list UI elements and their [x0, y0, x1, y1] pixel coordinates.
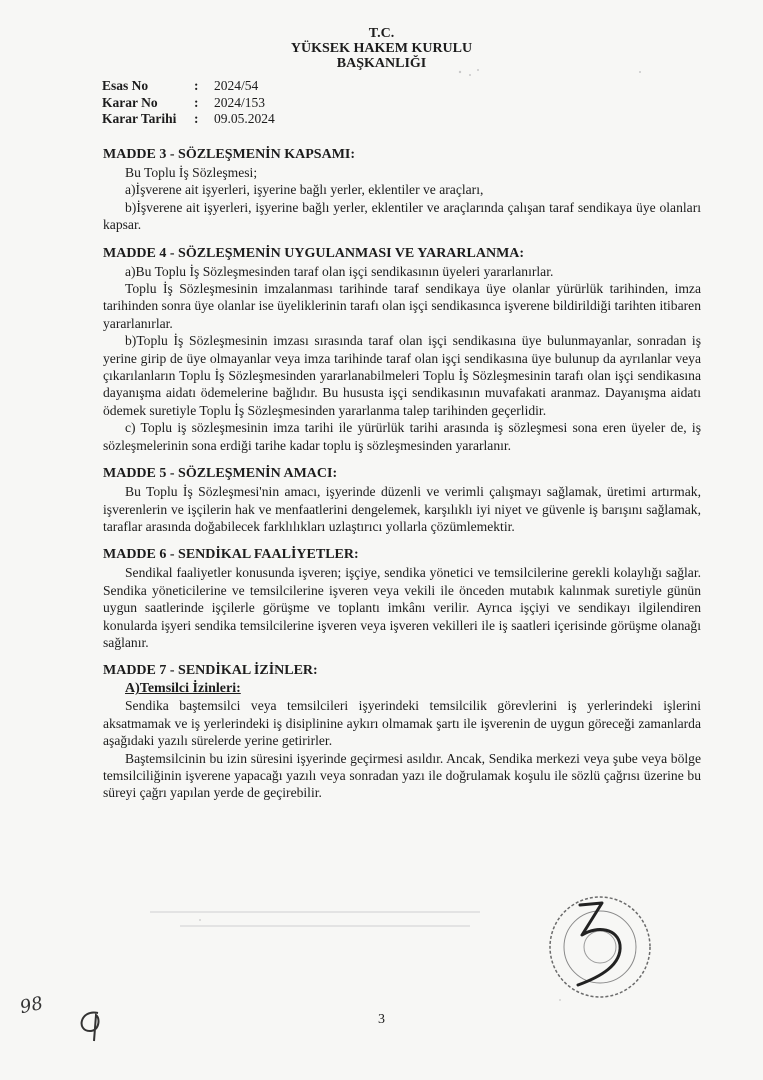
handwritten-margin-note: 98 [18, 992, 45, 1019]
meta-label: Esas No [102, 78, 149, 93]
handwritten-signature [570, 895, 640, 995]
meta-value: 2024/54 [214, 78, 259, 93]
section-title: MADDE 3 - SÖZLEŞMENİN KAPSAMI: [103, 147, 356, 162]
section-madde-6 [103, 546, 701, 651]
meta-colon: : [194, 78, 199, 93]
meta-value: 09.05.2024 [214, 111, 275, 126]
section-madde-3 [103, 146, 701, 234]
meta-row-esas [102, 78, 275, 95]
paragraph: Baştemsilcinin bu izin süresini işyerinde geçirmesi asıldır. Ancak, Sendika merkezi veya şube veya bölge temsilciliğinin işverene yapacağı yazılı veya sonradan yazı ile doğrulamak koşulu ile sözlü çağrısı üzerine bu süreyi çağrı yapılan yerde de geçirebilir. [103, 750, 701, 801]
paragraph: Sendika baştemsilci veya temsilcileri işyerindeki temsilcilik görevlerini iş yerlerindeki işlerini aksatmamak ve iş yerlerindeki iş disiplinine aykırı olmamak şartı ile işverenin de uygun göreceği zamanlarda aşağıdaki yazılı sürelerde yerine getirirler. [103, 698, 701, 749]
header-line-tc: T.C. [368, 26, 395, 41]
section-title: MADDE 6 - SENDİKAL FAALİYETLER: [103, 547, 359, 563]
paragraph: c) Toplu iş sözleşmesinin imza tarihi ile yürürlük tarihi arasında iş sözleşmesi sona eren üyeler de, iş sözleşmelerinin sona erdiği tarihe kadar toplu iş sözleşmesinden yararlanır. [103, 420, 701, 453]
section-subtitle: A)Temsilci İzinleri: [125, 681, 241, 697]
section-madde-4 [103, 245, 701, 454]
section-title: MADDE 7 - SENDİKAL İZİNLER: [103, 663, 318, 679]
section-madde-7 [103, 662, 701, 801]
header-line-presidency: BAŞKANLIĞI [336, 56, 427, 71]
paragraph: a)Bu Toplu İş Sözleşmesinden taraf olan işçi sendikasının üyeleri yararlanırlar. [125, 263, 554, 279]
meta-colon: : [194, 94, 199, 110]
meta-row-karar-tarihi [102, 111, 275, 128]
meta-row-karar [102, 95, 275, 112]
section-madde-5 [103, 465, 701, 535]
paragraph: Bu Toplu İş Sözleşmesi'nin amacı, işyerinde düzenli ve verimli çalışmayı sağlamak, üretimi artırmak, işverenlerin ve işçilerin hak ve menfaatlerini dengelemek, karşılıklı iyi niyet ve güvenle iş barışını sağlamak, taraflar arasında doğabilecek farklılıkları uzlaştırıcı yollarla çözümlemektir. [103, 484, 701, 534]
paragraph: b)İşverene ait işyerleri, işyerine bağlı yerler, eklentiler ve araçlarında çalışan taraf sendikaya üye olanları kapsar. [103, 199, 701, 233]
meta-colon: : [194, 111, 199, 126]
section-title: MADDE 5 - SÖZLEŞMENİN AMACI: [103, 466, 338, 482]
section-title: MADDE 4 - SÖZLEŞMENİN UYGULANMASI VE YARARLANMA: [103, 245, 525, 261]
document-header [0, 26, 763, 71]
meta-value: 2024/153 [214, 94, 266, 110]
meta-label: Karar Tarihi [102, 111, 177, 126]
paragraph: Sendikal faaliyetler konusunda işveren; işçiye, sendika yönetici ve temsilcilerine gerekli kolaylığı sağlar. Sendika yöneticilerine ve temsilcilerine işveren veya vekili ile önceden mutabık kalınmak suretiyle günün uygun saatlerinde işçilerle görüşme ve toplantı imkânı verilir. Ayrıca işçiyi ve sendikayı ilgilendiren konularda işyeri sendika temsilcilerine işveren veya işveren vekilleri ile iş saatleri içerisinde görüşme olanağı sağlanır. [103, 565, 701, 650]
case-metadata [102, 78, 275, 128]
paragraph: b)Toplu İş Sözleşmesinin imzası sırasında taraf olan işçi sendikasına üye bulunmayanlar, sonradan iş yerine girip de üye olmayanlar veya imza tarihinde taraf olan işçi sendikasına üye bulunup da ayrılanlar veya çıkarılanların Toplu İş Sözleşmesinden yararlanabilmeleri Toplu İş Sözleşmesinin tarafı olan işçi sendikasına dayanışma aidatı ödemelerine bağlıdır. Bu hususta işçi sendikasının muvafakati aranmaz. Dayanışma aidatı ödemek suretiyle Toplu İş Sözleşmesinden yararlanma talep tarihinden geçerlidir. [103, 333, 701, 418]
header-line-institution: YÜKSEK HAKEM KURULU [290, 41, 473, 56]
paragraph: Toplu İş Sözleşmesinin imzalanması tarihinde taraf sendikaya üye olanlar yürürlük tarihinden, imza tarihinden sonra üye olanlar ise üyeliklerinin tarafı olan işçi sendikasınca işverene bildirildiği tarihten itibaren yararlanırlar. [103, 281, 701, 331]
page-number: 3 [378, 1012, 385, 1027]
meta-label: Karar No [102, 94, 158, 110]
paragraph: a)İşverene ait işyerleri, işyerine bağlı yerler, eklentiler ve araçları, [125, 182, 484, 198]
paragraph: Bu Toplu İş Sözleşmesi; [125, 165, 258, 180]
document-body [103, 146, 701, 813]
